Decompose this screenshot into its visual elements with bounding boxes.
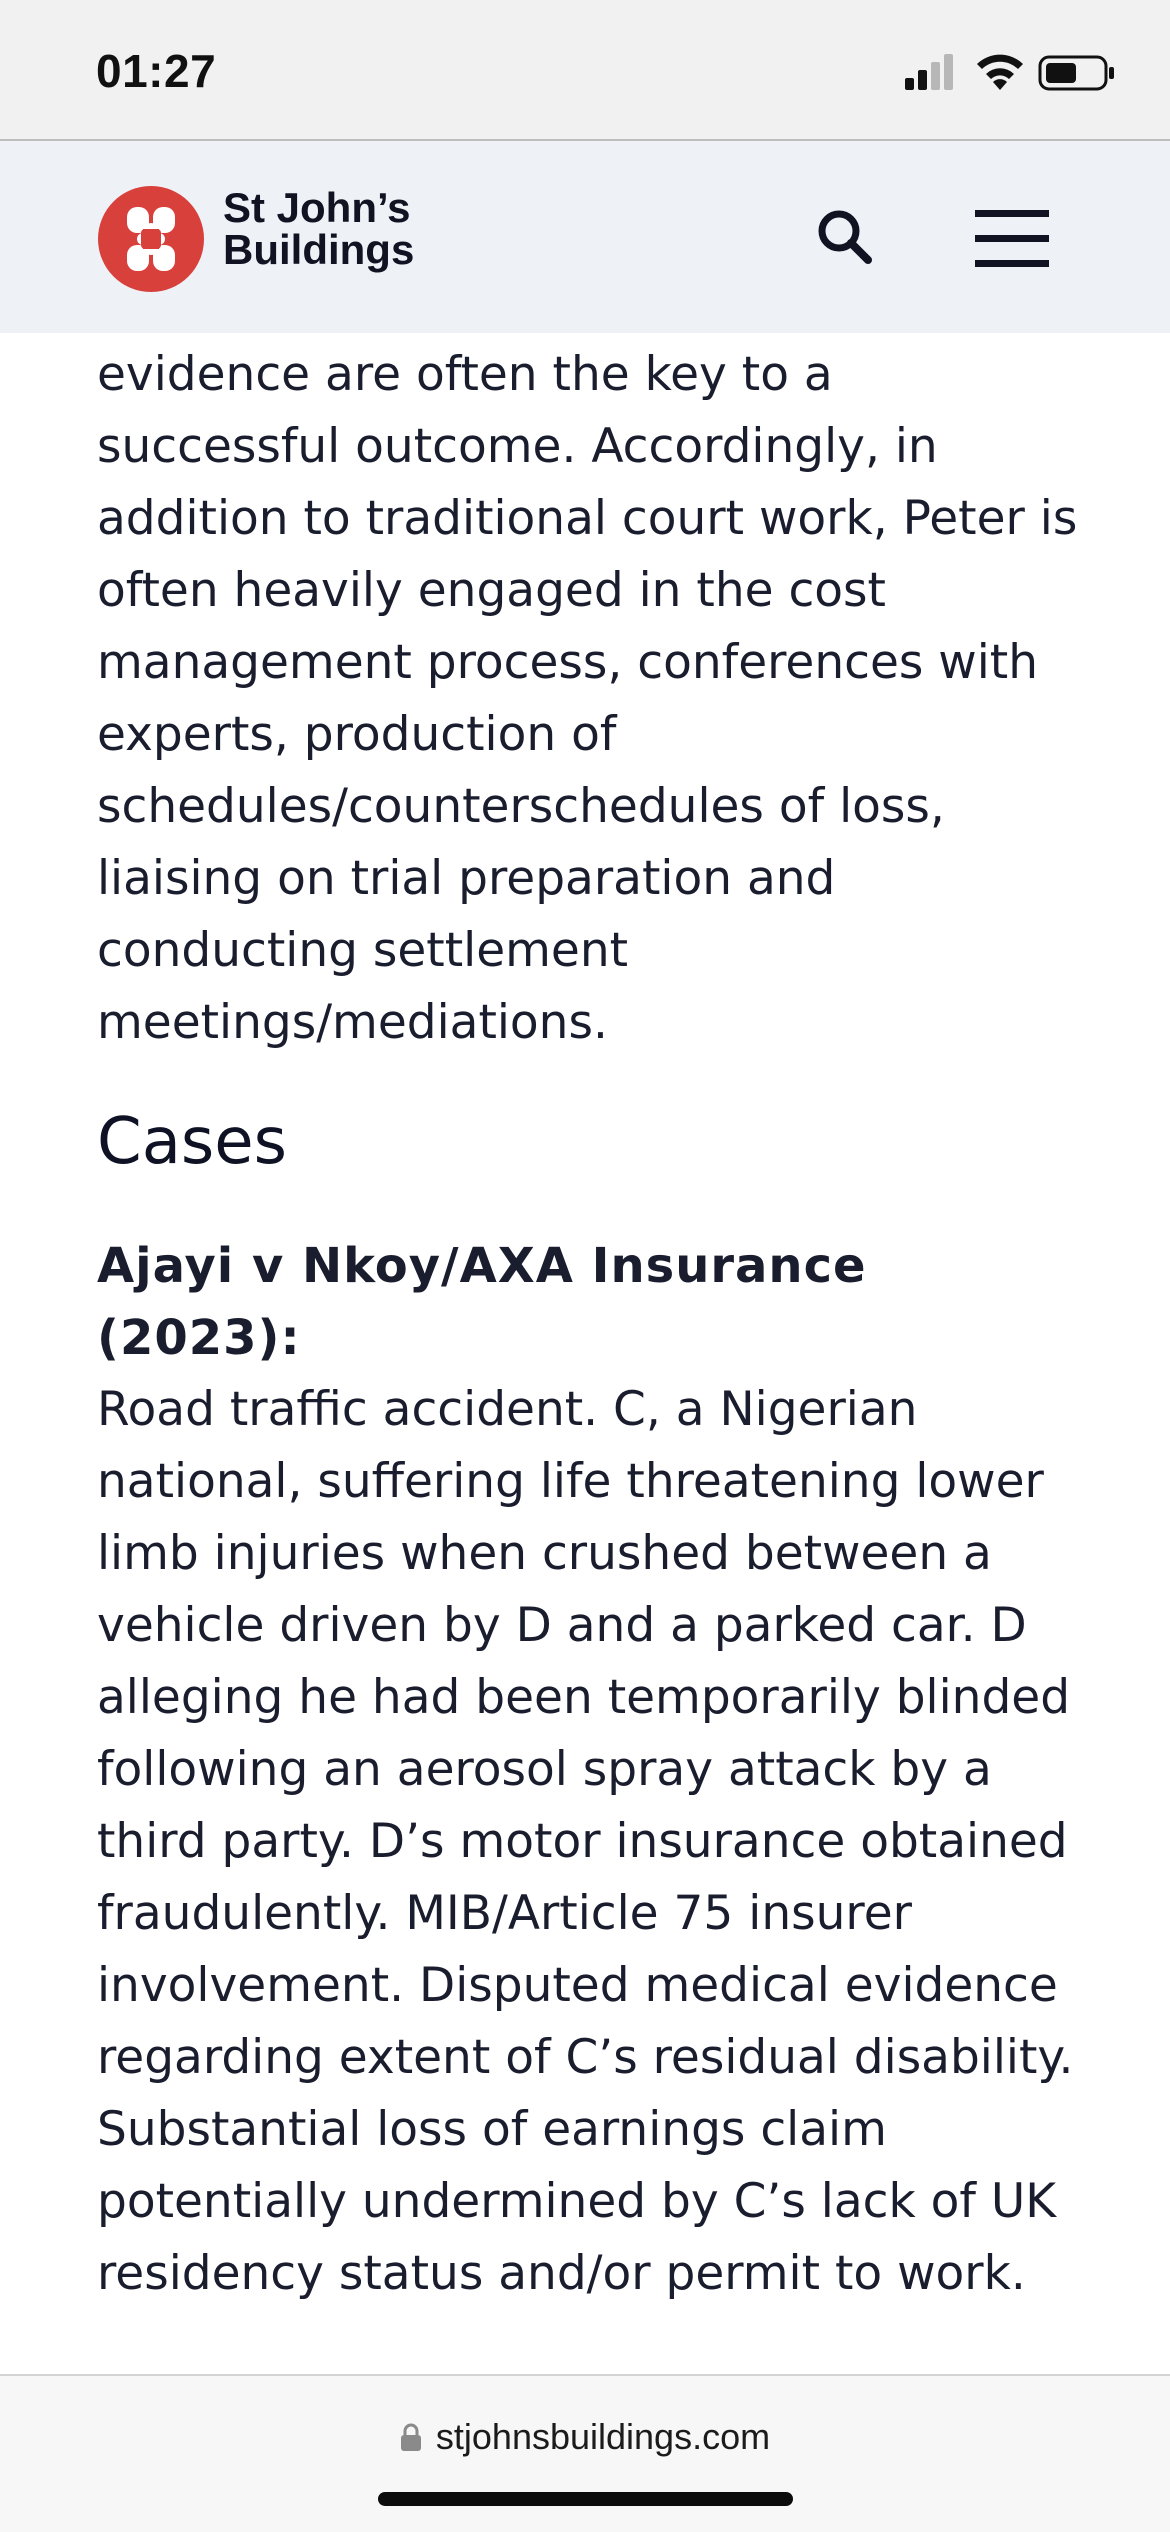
search-icon[interactable]: [813, 205, 877, 269]
home-indicator[interactable]: [378, 2492, 793, 2506]
battery-icon: [1038, 54, 1118, 92]
case-description: Road traffic accident. C, a Nigerian national, suffering life threatening lower limb injuries when crushed between a vehicle driven by D and a parked car. D alleging he had been temporarily blinded following an aerosol spray attack by a third party. D’s motor insurance obtained fraudulently. MIB/Article 75 insurer involvement. Disputed medical evidence regarding extent of C’s residual disability. Substantial loss of earnings claim potentially undermined by C’s lack of UK residency status and/or permit to work.: [97, 1382, 1074, 2301]
cellular-signal-icon: [905, 52, 961, 92]
case-item: [97, 1230, 1087, 2310]
url-text: stjohnsbuildings.com: [435, 2416, 771, 2457]
hamburger-menu-icon[interactable]: [975, 208, 1053, 268]
lock-icon: [400, 2422, 422, 2452]
intro-paragraph: evidence are often the key to a successful outcome. Accordingly, in addition to traditional court work, Peter is often heavily engaged in the cost management process, conferences with experts, production of schedules/counterschedules of loss, liaising on trial preparation and conducting settlement meetings/mediations.: [97, 347, 1078, 1050]
site-header: [0, 141, 1170, 333]
cases-heading: Cases: [97, 1105, 287, 1179]
status-time: 01:27: [96, 45, 217, 97]
wifi-icon: [974, 50, 1026, 92]
browser-bottom-bar: [0, 2374, 1170, 2532]
logo-icon[interactable]: [97, 185, 205, 293]
logo-line-1: St John’s: [223, 184, 411, 231]
case-title: Ajayi v Nkoy/AXA Insurance (2023):: [97, 1238, 867, 1366]
status-bar: [0, 0, 1170, 141]
logo-line-2: Buildings: [223, 226, 415, 273]
logo-text[interactable]: [223, 184, 415, 273]
url-bar[interactable]: [0, 2416, 1170, 2458]
